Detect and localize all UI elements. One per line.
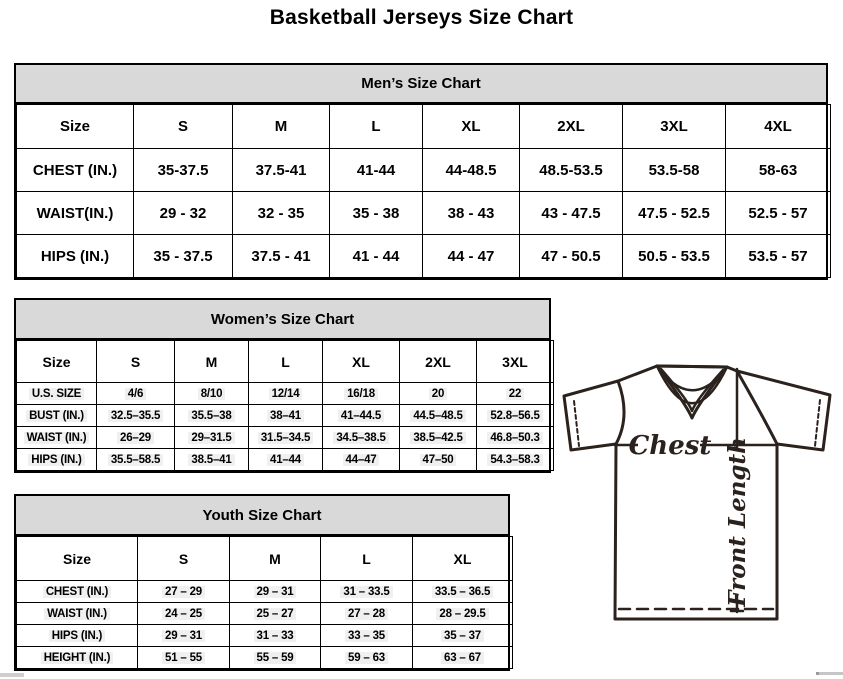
front-length-label: Front Length — [724, 437, 751, 607]
size-cell-value: 32 - 35 — [257, 204, 305, 222]
size-cell — [623, 149, 726, 192]
size-cell — [175, 383, 249, 405]
size-cell-value: 37.5-41 — [255, 161, 307, 179]
horizontal-scrollbar-thumb-left[interactable] — [0, 673, 24, 677]
size-cell — [477, 405, 554, 427]
row-label-text: WAIST (IN.) — [24, 432, 90, 444]
table-row — [17, 581, 513, 603]
header-row — [17, 537, 513, 581]
column-header: Size — [17, 105, 134, 149]
page-title: Basketball Jerseys Size Chart — [269, 6, 574, 29]
row-label-text: CHEST (IN.) — [32, 161, 118, 179]
chest-label: Chest — [628, 431, 712, 461]
youth-chart-title: Youth Size Chart — [16, 496, 508, 536]
size-cell — [477, 383, 554, 405]
column-header: M — [175, 341, 249, 383]
table-row — [17, 449, 554, 471]
row-label-text: HIPS (IN.) — [40, 247, 110, 265]
column-header: XL — [413, 537, 513, 581]
size-cell — [321, 581, 413, 603]
womens-size-chart — [14, 298, 551, 473]
row-label — [17, 449, 97, 471]
size-cell — [330, 235, 423, 278]
size-cell-value: 59 – 63 — [345, 652, 388, 664]
size-cell — [321, 647, 413, 669]
size-cell-value: 53.5 - 57 — [748, 247, 808, 265]
size-cell — [623, 235, 726, 278]
column-header: S — [134, 105, 233, 149]
row-label — [17, 405, 97, 427]
row-label — [17, 383, 97, 405]
size-cell — [175, 427, 249, 449]
size-cell — [323, 427, 400, 449]
size-cell — [134, 235, 233, 278]
jersey-right-armhole-seam — [737, 371, 777, 444]
size-cell-value: 31 – 33.5 — [340, 586, 392, 598]
table-row — [17, 149, 831, 192]
jersey-left-sleeve — [564, 381, 618, 450]
size-cell-value: 50.5 - 53.5 — [638, 247, 710, 265]
size-cell-value: 33.5 – 36.5 — [432, 586, 493, 598]
size-cell-value: 41–44 — [267, 454, 304, 466]
size-cell — [134, 192, 233, 235]
size-cell-value: 24 – 25 — [162, 608, 205, 620]
column-header: M — [230, 537, 321, 581]
jersey-collar-top-line — [657, 366, 727, 367]
column-header: S — [97, 341, 175, 383]
size-cell — [400, 383, 477, 405]
row-label — [17, 581, 138, 603]
mens-size-chart — [14, 63, 828, 280]
column-header: 3XL — [477, 341, 554, 383]
womens-chart-title: Women’s Size Chart — [16, 300, 549, 340]
size-cell-value: 47.5 - 52.5 — [638, 204, 710, 222]
size-cell — [249, 383, 323, 405]
jersey-left-cuff-dashed-line — [574, 401, 579, 446]
size-cell-value: 38.5–41 — [188, 454, 234, 466]
size-cell — [97, 383, 175, 405]
size-cell — [230, 647, 321, 669]
size-cell-value: 31.5–34.5 — [258, 432, 313, 444]
jersey-body-outline — [615, 444, 777, 619]
size-cell — [623, 192, 726, 235]
size-cell-value: 48.5-53.5 — [539, 161, 603, 179]
size-cell — [138, 603, 230, 625]
size-cell — [97, 449, 175, 471]
size-cell — [138, 647, 230, 669]
size-cell — [134, 149, 233, 192]
size-cell-value: 44.5–48.5 — [410, 410, 465, 422]
row-label — [17, 149, 134, 192]
size-cell-value: 47 - 50.5 — [541, 247, 601, 265]
table-row — [17, 427, 554, 449]
column-header: 4XL — [726, 105, 831, 149]
table-row — [17, 625, 513, 647]
size-cell — [423, 192, 520, 235]
size-cell-value: 53.5-58 — [648, 161, 700, 179]
size-cell-value: 47–50 — [420, 454, 457, 466]
size-cell — [726, 149, 831, 192]
size-cell — [175, 405, 249, 427]
table-row — [17, 603, 513, 625]
size-cell-value: 25 – 27 — [254, 608, 297, 620]
size-cell-value: 4/6 — [125, 388, 146, 400]
column-header: 3XL — [623, 105, 726, 149]
jersey-right-cuff-dashed-line — [815, 400, 820, 446]
size-cell — [726, 235, 831, 278]
size-cell — [330, 192, 423, 235]
size-cell — [138, 581, 230, 603]
size-cell-value: 29 – 31 — [254, 586, 297, 598]
size-cell-value: 29–31.5 — [188, 432, 234, 444]
size-cell — [175, 449, 249, 471]
size-cell-value: 33 – 35 — [345, 630, 388, 642]
size-cell-value: 31 – 33 — [254, 630, 297, 642]
size-cell — [423, 149, 520, 192]
size-cell — [477, 427, 554, 449]
size-cell-value: 22 — [506, 388, 524, 400]
size-cell-value: 43 - 47.5 — [541, 204, 601, 222]
size-cell — [249, 405, 323, 427]
size-cell-value: 44 - 47 — [447, 247, 495, 265]
size-cell — [249, 427, 323, 449]
jersey-diagram — [552, 356, 842, 670]
womens-size-table — [16, 340, 554, 471]
size-cell — [321, 603, 413, 625]
column-header: M — [233, 105, 330, 149]
size-cell-value: 29 - 32 — [159, 204, 207, 222]
column-header: 2XL — [520, 105, 623, 149]
size-cell-value: 46.8–50.3 — [487, 432, 542, 444]
column-header: XL — [423, 105, 520, 149]
size-cell — [233, 235, 330, 278]
row-label-text: HEIGHT (IN.) — [41, 652, 114, 664]
column-header: L — [321, 537, 413, 581]
size-cell-value: 55 – 59 — [254, 652, 297, 664]
size-cell-value: 51 – 55 — [162, 652, 205, 664]
size-cell-value: 44-48.5 — [445, 161, 497, 179]
size-cell-value: 37.5 - 41 — [251, 247, 311, 265]
size-cell — [400, 405, 477, 427]
column-header: Size — [17, 537, 138, 581]
row-label — [17, 647, 138, 669]
size-cell-value: 41–44.5 — [338, 410, 384, 422]
size-cell-value: 32.5–35.5 — [108, 410, 163, 422]
size-cell-value: 20 — [429, 388, 447, 400]
size-cell — [413, 603, 513, 625]
size-cell-value: 35.5–58.5 — [108, 454, 163, 466]
size-cell-value: 52.8–56.5 — [487, 410, 542, 422]
size-cell — [423, 235, 520, 278]
size-cell-value: 44–47 — [343, 454, 380, 466]
row-label-text: CHEST (IN.) — [43, 586, 111, 598]
row-label-text: WAIST(IN.) — [36, 204, 114, 222]
size-cell — [321, 625, 413, 647]
row-label-text: HIPS (IN.) — [28, 454, 84, 466]
youth-size-table — [16, 536, 513, 669]
size-cell-value: 35.5–38 — [188, 410, 234, 422]
header-row — [17, 341, 554, 383]
table-row — [17, 192, 831, 235]
size-cell-value: 29 – 31 — [162, 630, 205, 642]
mens-chart-title: Men’s Size Chart — [16, 65, 826, 104]
size-cell — [233, 192, 330, 235]
row-label-text: U.S. SIZE — [29, 388, 84, 400]
size-cell — [726, 192, 831, 235]
table-row — [17, 647, 513, 669]
size-cell — [249, 449, 323, 471]
jersey-left-armhole-seam — [616, 381, 624, 444]
size-cell-value: 8/10 — [198, 388, 226, 400]
row-label — [17, 625, 138, 647]
size-cell — [520, 149, 623, 192]
size-cell-value: 35-37.5 — [157, 161, 209, 179]
header-row — [17, 105, 831, 149]
row-label — [17, 603, 138, 625]
size-cell-value: 63 – 67 — [441, 652, 484, 664]
size-cell-value: 38.5–42.5 — [410, 432, 465, 444]
size-cell-value: 27 – 28 — [345, 608, 388, 620]
size-cell-value: 41 - 44 — [352, 247, 400, 265]
jersey-collar-back-arc-2 — [657, 366, 727, 403]
size-cell-value: 52.5 - 57 — [748, 204, 808, 222]
size-cell — [520, 235, 623, 278]
size-cell — [138, 625, 230, 647]
size-cell — [520, 192, 623, 235]
youth-size-chart — [14, 494, 510, 671]
size-cell-value: 34.5–38.5 — [333, 432, 388, 444]
size-cell — [330, 149, 423, 192]
row-label — [17, 427, 97, 449]
column-header: S — [138, 537, 230, 581]
column-header: XL — [323, 341, 400, 383]
size-cell — [400, 449, 477, 471]
size-cell — [400, 427, 477, 449]
size-cell-value: 38–41 — [267, 410, 304, 422]
mens-size-table — [16, 104, 831, 278]
horizontal-scrollbar-thumb-right[interactable] — [816, 672, 843, 675]
size-cell — [323, 405, 400, 427]
column-header: Size — [17, 341, 97, 383]
size-cell — [413, 647, 513, 669]
size-cell-value: 41-44 — [356, 161, 396, 179]
row-label-text: HIPS (IN.) — [49, 630, 105, 642]
size-cell — [477, 449, 554, 471]
row-label — [17, 192, 134, 235]
size-cell-value: 27 – 29 — [162, 586, 205, 598]
row-label-text: BUST (IN.) — [26, 410, 87, 422]
size-cell-value: 12/14 — [269, 388, 303, 400]
size-cell — [323, 449, 400, 471]
size-cell — [323, 383, 400, 405]
size-cell — [230, 603, 321, 625]
size-cell — [230, 625, 321, 647]
table-row — [17, 405, 554, 427]
row-label — [17, 235, 134, 278]
size-cell-value: 54.3–58.3 — [487, 454, 542, 466]
row-label-text: WAIST (IN.) — [44, 608, 110, 620]
size-cell-value: 58-63 — [758, 161, 798, 179]
size-cell-value: 35 – 37 — [441, 630, 484, 642]
size-cell-value: 16/18 — [344, 388, 378, 400]
size-cell-value: 35 - 37.5 — [153, 247, 213, 265]
table-row — [17, 235, 831, 278]
table-row — [17, 383, 554, 405]
column-header: L — [330, 105, 423, 149]
size-cell-value: 35 - 38 — [352, 204, 400, 222]
size-cell — [230, 581, 321, 603]
size-cell — [413, 581, 513, 603]
size-cell — [413, 625, 513, 647]
size-cell — [97, 405, 175, 427]
size-cell — [97, 427, 175, 449]
size-cell-value: 26–29 — [117, 432, 154, 444]
column-header: 2XL — [400, 341, 477, 383]
size-cell-value: 38 - 43 — [447, 204, 495, 222]
size-cell-value: 28 – 29.5 — [436, 608, 488, 620]
column-header: L — [249, 341, 323, 383]
size-cell — [233, 149, 330, 192]
